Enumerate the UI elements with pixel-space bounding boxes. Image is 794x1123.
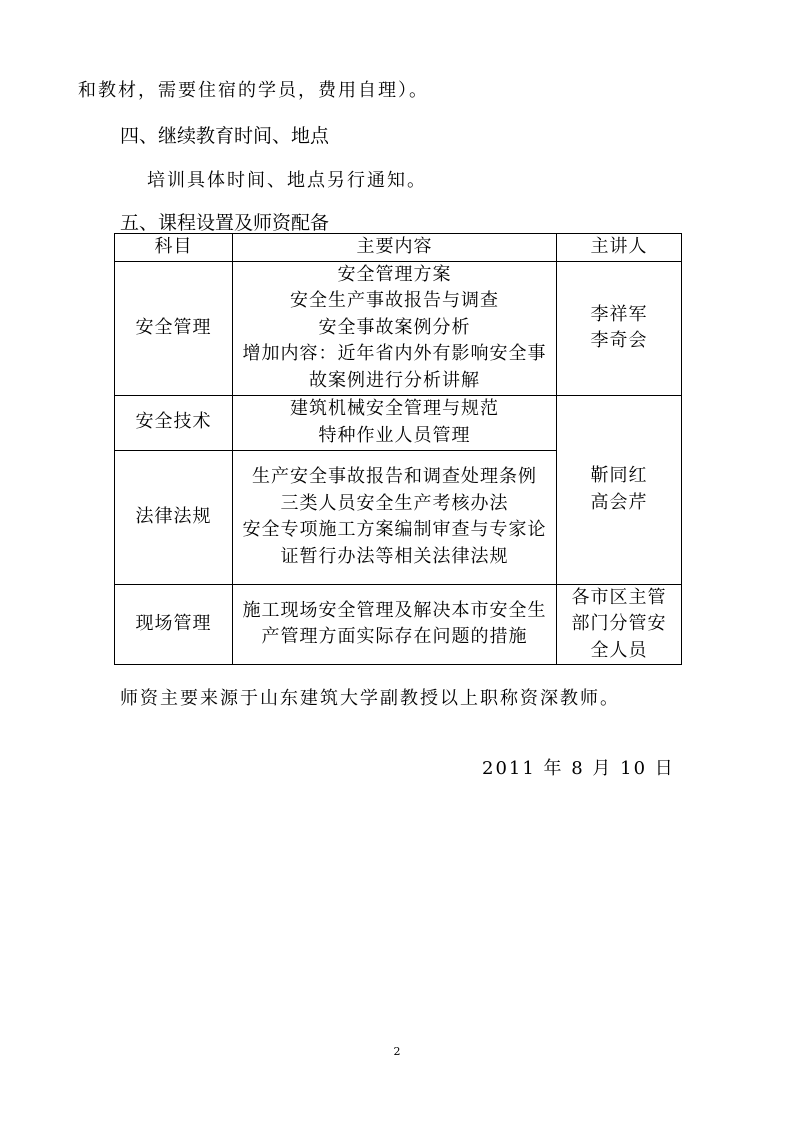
row1-content-line: 增加内容：近年省内外有影响安全事故案例进行分析讲解 xyxy=(242,343,547,391)
row2-3-lecturer xyxy=(557,395,682,584)
row1-content-line: 安全管理方案 xyxy=(337,263,452,285)
row2-content xyxy=(233,395,557,450)
row3-content-line: 生产安全事故报告和调查处理条例 xyxy=(252,466,537,487)
section4-body: 培训具体时间、地点另行通知。 xyxy=(147,170,427,191)
row3-content xyxy=(233,450,557,584)
row1-subject: 安全管理 xyxy=(115,261,233,395)
row3-subject: 法律法规 xyxy=(115,450,233,584)
intro-tail-text: 和教材，需要住宿的学员，费用自理）。 xyxy=(78,80,429,101)
table-header-row xyxy=(115,234,682,262)
page-number: 2 xyxy=(393,1045,401,1058)
row1-lecturer xyxy=(557,261,682,395)
row2-content-line: 特种作业人员管理 xyxy=(318,424,471,446)
row2-content-line: 建筑机械安全管理与规范 xyxy=(290,398,499,419)
lecturer-name: 李祥军 xyxy=(590,303,648,325)
row4-content xyxy=(233,584,557,665)
row1-content xyxy=(233,261,557,395)
row3-content-line: 三类人员安全生产考核办法 xyxy=(280,492,509,514)
header-subject: 科目 xyxy=(115,234,233,262)
row1-content-line: 安全事故案例分析 xyxy=(318,316,471,338)
header-content: 主要内容 xyxy=(233,234,557,262)
lecturer-name: 各市区主管部门分管安全人员 xyxy=(571,586,667,661)
row2-subject: 安全技术 xyxy=(115,395,233,450)
document-date: 2011 年 8 月 10 日 xyxy=(482,758,675,779)
lecturer-name: 李奇会 xyxy=(590,330,648,351)
row4-content-line: 施工现场安全管理及解决本市安全生产管理方面实际存在问题的措施 xyxy=(242,599,547,648)
row4-lecturer xyxy=(557,584,682,665)
row1-content-line: 安全生产事故报告与调查 xyxy=(290,290,499,312)
table-row xyxy=(115,395,682,450)
faculty-note: 师资主要来源于山东建筑大学副教授以上职称资深教师。 xyxy=(120,688,620,709)
section5-heading: 五、课程设置及师资配备 xyxy=(120,212,330,234)
header-lecturer: 主讲人 xyxy=(557,234,682,262)
row4-subject: 现场管理 xyxy=(115,584,233,665)
table-row xyxy=(115,261,682,395)
row3-content-line: 安全专项施工方案编制审查与专家论证暂行办法等相关法律法规 xyxy=(242,519,547,567)
section4-heading: 四、继续教育时间、地点 xyxy=(120,125,330,147)
table-row xyxy=(115,584,682,665)
lecturer-name: 靳同红 xyxy=(590,465,648,486)
course-table xyxy=(114,233,682,665)
lecturer-name: 高会芹 xyxy=(590,491,648,513)
